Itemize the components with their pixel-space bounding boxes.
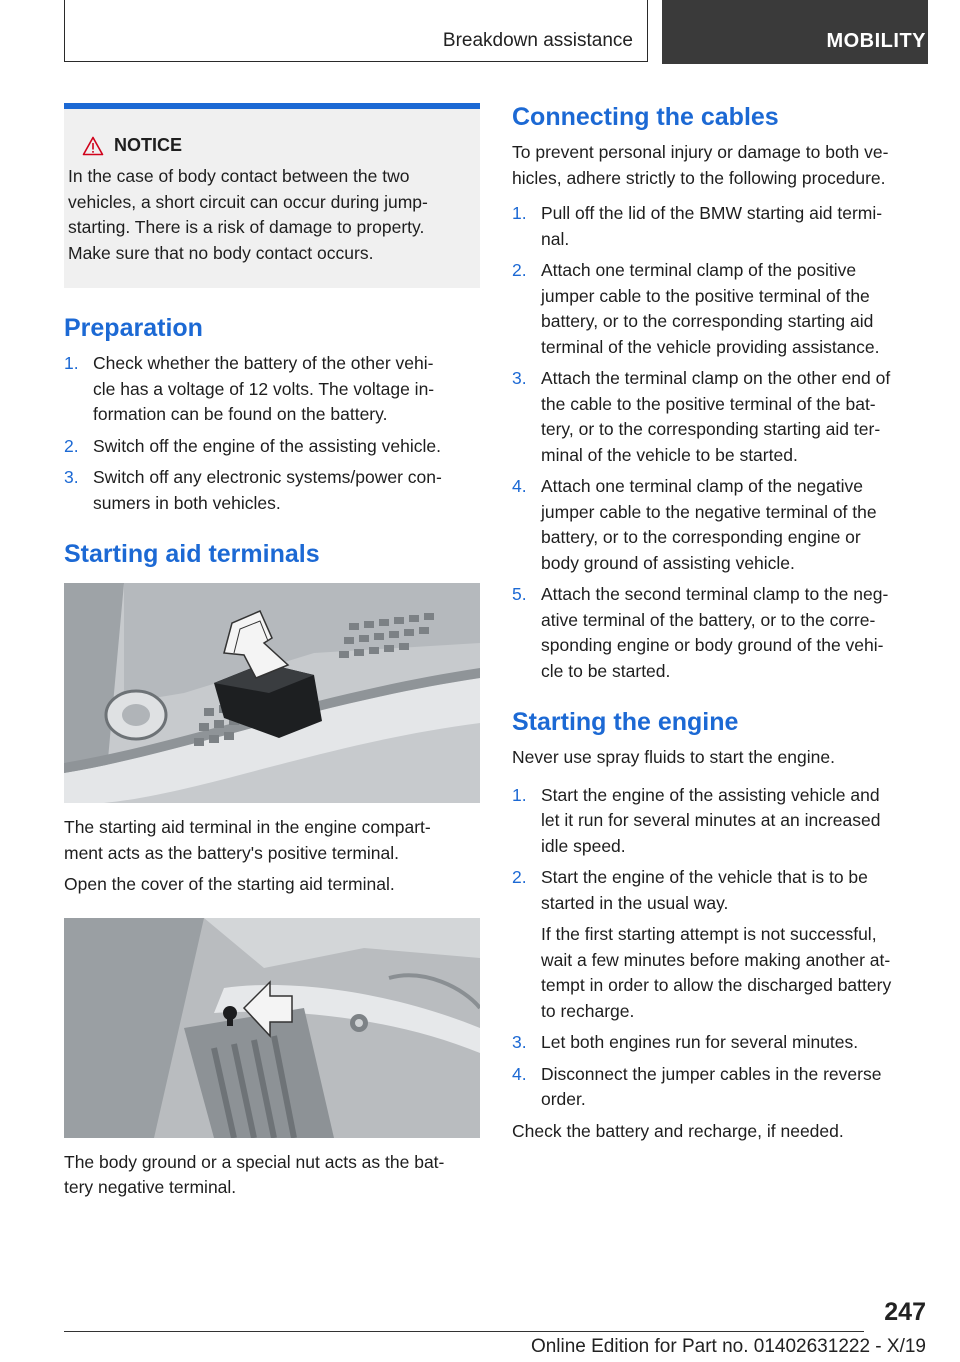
header-chapter-tab (662, 0, 928, 64)
list-item: 4. Attach one terminal clamp of the negative jumper cable to the negative terminal of the battery, or to the corresponding engine or body ground of assisting vehicle. (512, 476, 877, 573)
page-number: 247 (884, 1298, 926, 1326)
notice-line: vehicles, a short circuit can occur during jump- (68, 191, 428, 212)
engine-outro: Check the battery and recharge, if needed. (512, 1120, 844, 1141)
engine-intro: Never use spray fluids to start the engine. (512, 747, 835, 767)
terminals-heading: Starting aid terminals (64, 540, 320, 568)
cables-heading: Connecting the cables (512, 103, 779, 131)
engine-heading: Starting the engine (512, 708, 739, 736)
list-item: 4. Disconnect the jumper cables in the reverse order. (512, 1063, 882, 1109)
list-item: 3. Attach the terminal clamp on the other end of the cable to the positive terminal of the bat- tery, or to the corresponding starting aid ter- minal of the vehicle to be started. (512, 368, 891, 465)
header-section-title: Breakdown assistance (442, 30, 633, 51)
left-column (64, 103, 480, 1201)
engine-steps (512, 783, 928, 1113)
engine-bay-photo-negative (64, 918, 480, 1138)
notice-box (64, 103, 480, 288)
header-section-box (64, 0, 648, 62)
notice-title: NOTICE (114, 135, 183, 155)
header-chapter-title: MOBILITY (826, 30, 926, 52)
footer-divider (64, 1331, 864, 1332)
terminal-caption-1: The starting aid terminal in the engine compart- ment acts as the battery's positive terminal. (64, 817, 431, 863)
list-item: 2. Start the engine of the vehicle that is to be started in the usual way. If the first starting attempt is not successful, wait a few minutes before making another at- tempt in order to allow the discharged battery to recharge. (512, 865, 928, 1024)
preparation-heading: Preparation (64, 314, 203, 342)
list-item: 3. Let both engines run for several minutes. (512, 1032, 859, 1052)
page-header (64, 0, 928, 64)
terminal-caption-3: The body ground or a special nut acts as the bat- tery negative terminal. (64, 1151, 445, 1197)
cables-intro: To prevent personal injury or damage to both ve- hicles, adhere strictly to the following procedure. (512, 142, 889, 188)
list-item: 1. Start the engine of the assisting vehicle and let it run for several minutes at an increased idle speed. (512, 784, 881, 856)
notice-text (64, 164, 480, 266)
list-item: 1. Pull off the lid of the BMW starting aid termi- nal. (512, 203, 883, 249)
notice-line: starting. There is a risk of damage to property. (68, 217, 425, 237)
starting-aid-terminal-illustration (64, 583, 480, 803)
right-column (512, 103, 928, 1144)
list-item: 3. Switch off any electronic systems/power con- sumers in both vehicles. (64, 467, 442, 513)
edition-note: Online Edition for Part no. 01402631222 - X/19 (530, 1336, 926, 1357)
notice-line: In the case of body contact between the two (68, 166, 410, 186)
preparation-steps (64, 351, 480, 516)
body-ground-illustration (64, 918, 480, 1138)
engine-step-note: If the first starting attempt is not successful, wait a few minutes before making another at- tempt in order to allow the discharged battery to recharge. (541, 924, 892, 1021)
engine-bay-photo-positive (64, 583, 480, 803)
list-item: 5. Attach the second terminal clamp to the neg- ative terminal of the battery, or to the corre- sponding engine or body ground of the vehi- cle to be started. (512, 584, 889, 681)
cables-steps (512, 201, 928, 684)
list-item: 2. Switch off the engine of the assisting vehicle. (64, 435, 441, 456)
terminal-caption-2: Open the cover of the starting aid terminal. (64, 874, 395, 894)
notice-line: Make sure that no body contact occurs. (68, 242, 374, 263)
list-item: 2. Attach one terminal clamp of the positive jumper cable to the positive terminal of the battery, or to the corresponding starting aid terminal of the vehicle providing assistance. (512, 260, 880, 357)
list-item: 1. Check whether the battery of the other vehi- cle has a voltage of 12 volts. The voltage in- formation can be found on the battery. (64, 353, 435, 424)
warning-icon (82, 136, 104, 156)
